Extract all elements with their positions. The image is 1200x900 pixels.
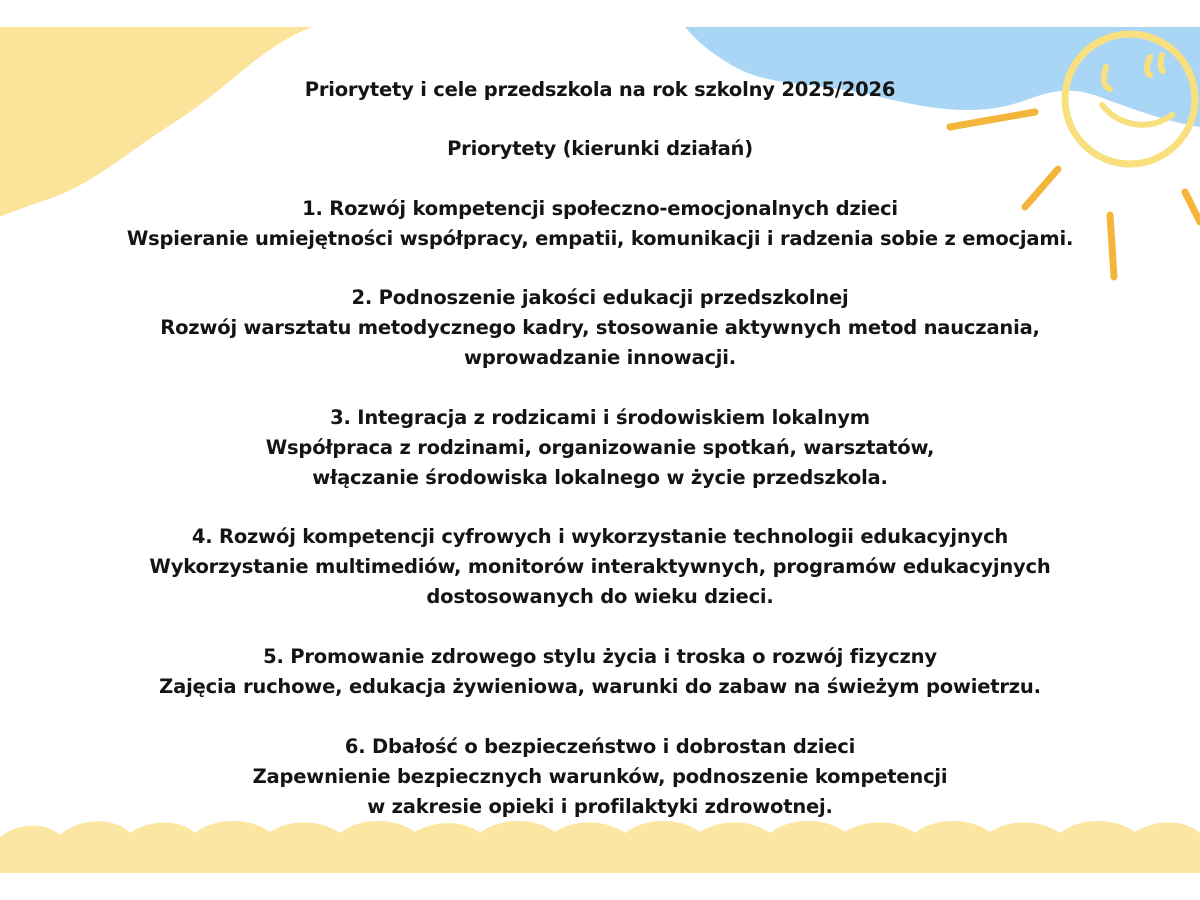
poster [0,27,1200,873]
priority-heading: 1. Rozwój kompetencji społeczno-emocjonalnych dzieci [302,197,898,220]
priority-description-line: Wspieranie umiejętności współpracy, empatii, komunikacji i radzenia sobie z emocjami. [126,227,1074,250]
top-left-yellow-blob [0,27,312,217]
document-subtitle: Priorytety (kierunki działań) [447,137,753,160]
priority-description-line: włączanie środowiska lokalnego w życie przedszkola. [312,466,888,489]
priority-heading: 3. Integracja z rodzicami i środowiskiem lokalnym [330,406,870,429]
document-title: Priorytety i cele przedszkola na rok szkolny 2025/2026 [304,78,896,101]
priority-description-line: wprowadzanie innowacji. [464,346,736,369]
priority-heading: 5. Promowanie zdrowego stylu życia i troska o rozwój fizyczny [263,645,937,668]
priority-description-line: Rozwój warsztatu metodycznego kadry, stosowanie aktywnych metod nauczania, [160,316,1040,339]
priority-description-line: w zakresie opieki i profilaktyki zdrowotnej. [367,795,833,818]
priority-description-line: Współpraca z rodzinami, organizowanie spotkań, warsztatów, [265,436,935,459]
priority-description-line: Zajęcia ruchowe, edukacja żywieniowa, warunki do zabaw na świeżym powietrzu. [159,675,1041,698]
priority-heading: 6. Dbałość o bezpieczeństwo i dobrostan dzieci [344,735,856,758]
priority-description-line: Wykorzystanie multimediów, monitorów interaktywnych, programów edukacyjnych [149,555,1051,578]
priority-heading: 2. Podnoszenie jakości edukacji przedszkolnej [351,286,849,309]
priority-heading: 4. Rozwój kompetencji cyfrowych i wykorzystanie technologii edukacyjnych [191,525,1009,548]
priority-description-line: Zapewnienie bezpiecznych warunków, podnoszenie kompetencji [252,765,948,788]
priority-description-line: dostosowanych do wieku dzieci. [426,585,774,608]
bottom-cloud-border [0,821,1200,873]
